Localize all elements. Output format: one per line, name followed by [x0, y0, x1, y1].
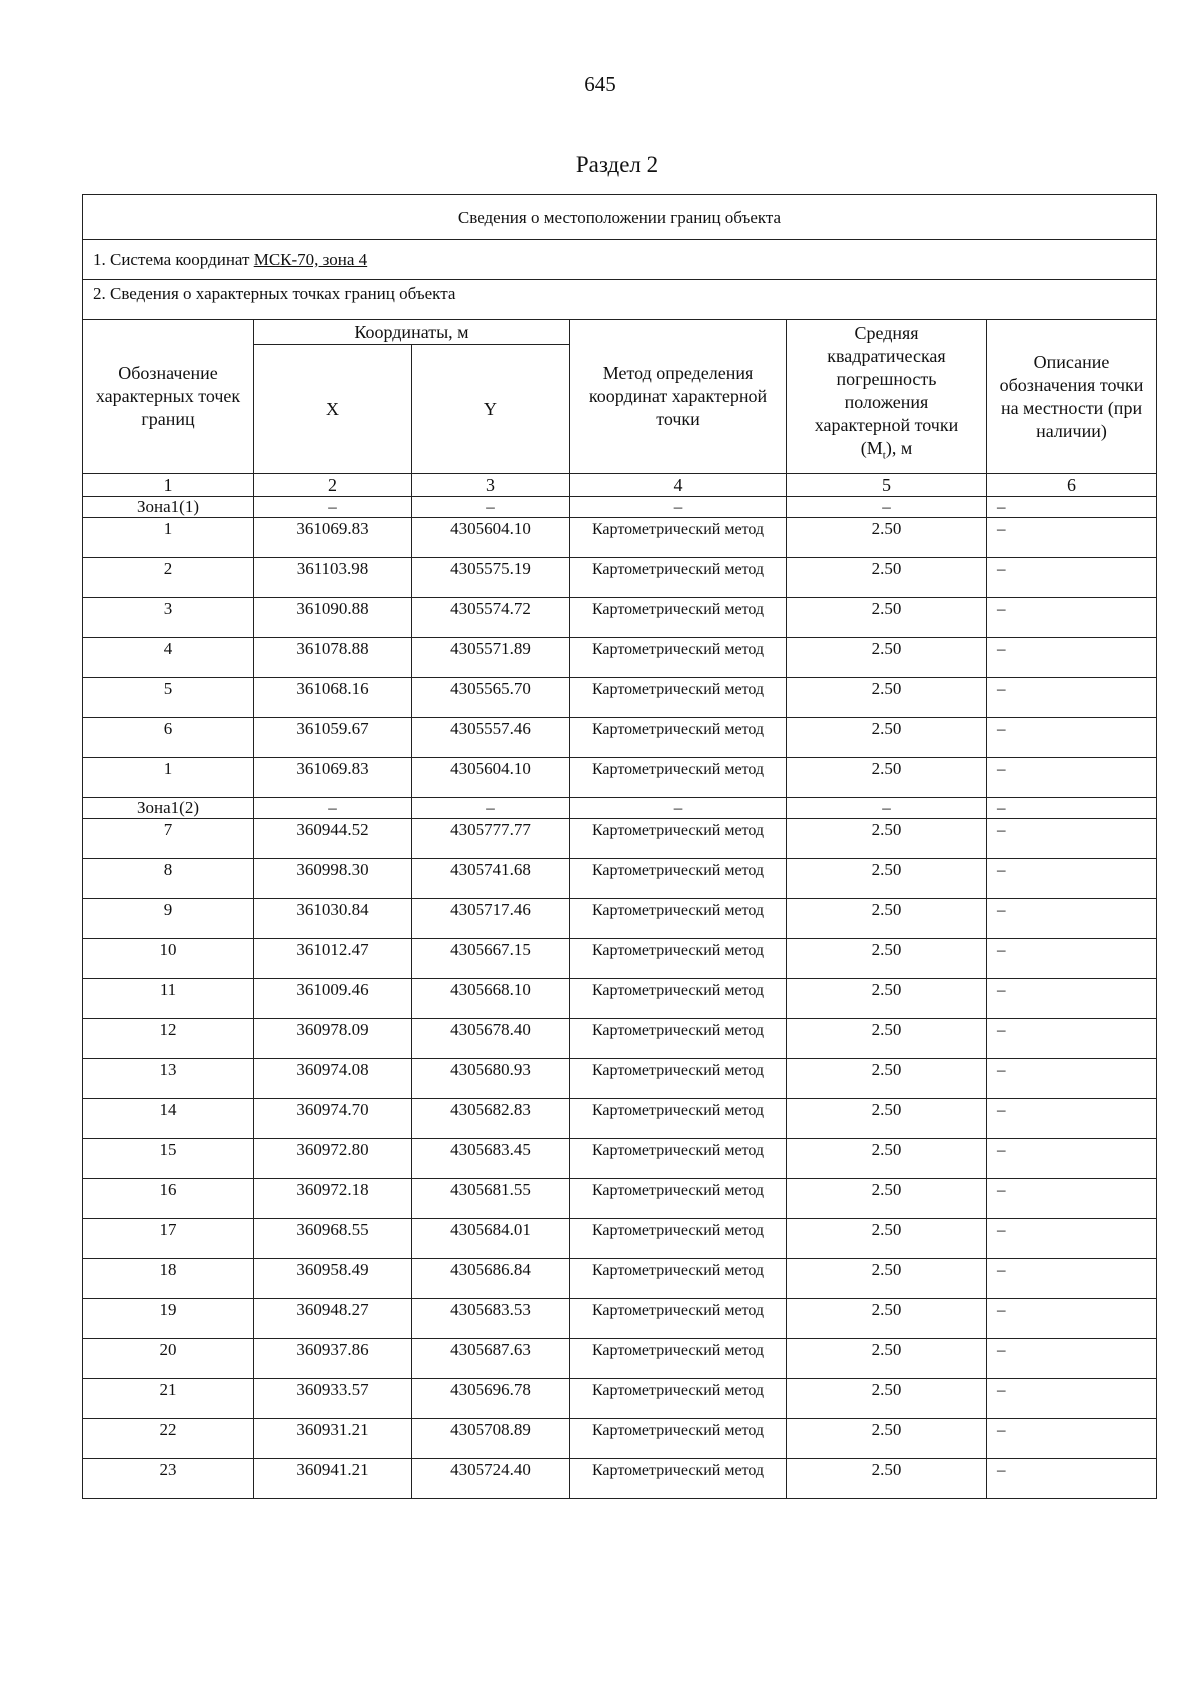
point-y: 4305575.19 — [412, 558, 570, 598]
point-description: – — [987, 758, 1157, 798]
point-method: Картометрический метод — [570, 819, 787, 859]
point-description: – — [987, 1219, 1157, 1259]
point-description: – — [987, 1459, 1157, 1499]
point-id: 15 — [83, 1139, 254, 1179]
column-number: 3 — [412, 474, 570, 497]
point-error: 2.50 — [787, 1219, 987, 1259]
coord-system-line — [83, 240, 1157, 280]
point-id: 16 — [83, 1179, 254, 1219]
zone-dash: – — [987, 798, 1157, 819]
point-id: 3 — [83, 598, 254, 638]
zone-dash: – — [412, 497, 570, 518]
point-error: 2.50 — [787, 1259, 987, 1299]
header-error-main: Средняя квадратическая погрешность положения характерной точки (M — [814, 323, 959, 458]
point-y: 4305724.40 — [412, 1459, 570, 1499]
point-error: 2.50 — [787, 1379, 987, 1419]
point-error: 2.50 — [787, 638, 987, 678]
table-row — [83, 518, 1157, 558]
point-x: 361030.84 — [254, 899, 412, 939]
table-row — [83, 859, 1157, 899]
point-id: 19 — [83, 1299, 254, 1339]
point-y: 4305777.77 — [412, 819, 570, 859]
point-description: – — [987, 1259, 1157, 1299]
point-x: 361009.46 — [254, 979, 412, 1019]
point-error: 2.50 — [787, 939, 987, 979]
table-row — [83, 1139, 1157, 1179]
zone-dash: – — [570, 497, 787, 518]
point-y: 4305708.89 — [412, 1419, 570, 1459]
point-description: – — [987, 1379, 1157, 1419]
zone-dash: – — [787, 497, 987, 518]
point-description: – — [987, 518, 1157, 558]
point-method: Картометрический метод — [570, 758, 787, 798]
point-method: Картометрический метод — [570, 979, 787, 1019]
point-y: 4305604.10 — [412, 518, 570, 558]
point-x: 360933.57 — [254, 1379, 412, 1419]
table-row — [83, 718, 1157, 758]
point-id: 10 — [83, 939, 254, 979]
point-method: Картометрический метод — [570, 558, 787, 598]
point-y: 4305682.83 — [412, 1099, 570, 1139]
point-y: 4305683.45 — [412, 1139, 570, 1179]
header-coordinates: Координаты, м — [254, 320, 570, 345]
point-y: 4305557.46 — [412, 718, 570, 758]
point-y: 4305565.70 — [412, 678, 570, 718]
point-description: – — [987, 979, 1157, 1019]
point-description: – — [987, 819, 1157, 859]
point-y: 4305667.15 — [412, 939, 570, 979]
point-error: 2.50 — [787, 899, 987, 939]
point-x: 360978.09 — [254, 1019, 412, 1059]
point-description: – — [987, 939, 1157, 979]
table-row — [83, 1379, 1157, 1419]
point-x: 360948.27 — [254, 1299, 412, 1339]
point-description: – — [987, 558, 1157, 598]
point-description: – — [987, 1299, 1157, 1339]
point-error: 2.50 — [787, 718, 987, 758]
point-x: 360944.52 — [254, 819, 412, 859]
zone-dash: – — [787, 798, 987, 819]
table-caption: Сведения о местоположении границ объекта — [83, 195, 1157, 240]
point-x: 361012.47 — [254, 939, 412, 979]
point-method: Картометрический метод — [570, 1459, 787, 1499]
point-description: – — [987, 678, 1157, 718]
point-error: 2.50 — [787, 1459, 987, 1499]
point-error: 2.50 — [787, 859, 987, 899]
table-row — [83, 939, 1157, 979]
point-id: 13 — [83, 1059, 254, 1099]
table-row — [83, 1339, 1157, 1379]
point-error: 2.50 — [787, 979, 987, 1019]
point-id: 1 — [83, 758, 254, 798]
point-method: Картометрический метод — [570, 1139, 787, 1179]
point-x: 361078.88 — [254, 638, 412, 678]
point-method: Картометрический метод — [570, 1379, 787, 1419]
point-description: – — [987, 1139, 1157, 1179]
point-error: 2.50 — [787, 518, 987, 558]
header-error-tail: ), м — [885, 438, 913, 458]
point-y: 4305678.40 — [412, 1019, 570, 1059]
table-body — [83, 195, 1157, 1499]
point-x: 360941.21 — [254, 1459, 412, 1499]
column-number: 5 — [787, 474, 987, 497]
point-y: 4305684.01 — [412, 1219, 570, 1259]
point-x: 360974.08 — [254, 1059, 412, 1099]
point-x: 361103.98 — [254, 558, 412, 598]
table-row — [83, 1299, 1157, 1339]
point-error: 2.50 — [787, 1299, 987, 1339]
zone-dash: – — [254, 798, 412, 819]
point-description: – — [987, 899, 1157, 939]
point-id: 2 — [83, 558, 254, 598]
point-x: 360998.30 — [254, 859, 412, 899]
point-method: Картометрический метод — [570, 718, 787, 758]
table-row — [83, 819, 1157, 859]
header-y: Y — [412, 345, 570, 474]
point-error: 2.50 — [787, 558, 987, 598]
zone-row — [83, 798, 1157, 819]
point-error: 2.50 — [787, 758, 987, 798]
point-description: – — [987, 1099, 1157, 1139]
point-x: 361069.83 — [254, 518, 412, 558]
point-x: 361059.67 — [254, 718, 412, 758]
table-row — [83, 678, 1157, 718]
point-method: Картометрический метод — [570, 678, 787, 718]
table-row — [83, 1099, 1157, 1139]
point-id: 22 — [83, 1419, 254, 1459]
point-error: 2.50 — [787, 1059, 987, 1099]
point-id: 7 — [83, 819, 254, 859]
point-x: 360937.86 — [254, 1339, 412, 1379]
point-error: 2.50 — [787, 1339, 987, 1379]
point-description: – — [987, 1419, 1157, 1459]
header-x: X — [254, 345, 412, 474]
point-id: 14 — [83, 1099, 254, 1139]
point-id: 12 — [83, 1019, 254, 1059]
point-y: 4305571.89 — [412, 638, 570, 678]
point-y: 4305680.93 — [412, 1059, 570, 1099]
point-method: Картометрический метод — [570, 638, 787, 678]
point-method: Картометрический метод — [570, 1219, 787, 1259]
section-title: Раздел 2 — [575, 152, 659, 177]
point-method: Картометрический метод — [570, 1339, 787, 1379]
point-y: 4305696.78 — [412, 1379, 570, 1419]
point-y: 4305687.63 — [412, 1339, 570, 1379]
point-method: Картометрический метод — [570, 899, 787, 939]
column-number: 4 — [570, 474, 787, 497]
point-method: Картометрический метод — [570, 1299, 787, 1339]
point-id: 18 — [83, 1259, 254, 1299]
point-error: 2.50 — [787, 678, 987, 718]
point-id: 23 — [83, 1459, 254, 1499]
table-row — [83, 1179, 1157, 1219]
point-method: Картометрический метод — [570, 939, 787, 979]
table-row — [83, 1219, 1157, 1259]
table-row — [83, 558, 1157, 598]
header-method: Метод определения координат характерной точки — [570, 320, 787, 474]
header-point-designation: Обозначение характерных точек границ — [83, 320, 254, 474]
zone-label: Зона1(2) — [83, 798, 254, 819]
zone-label: Зона1(1) — [83, 497, 254, 518]
boundary-points-table — [82, 194, 1157, 1499]
point-y: 4305717.46 — [412, 899, 570, 939]
point-id: 1 — [83, 518, 254, 558]
point-y: 4305668.10 — [412, 979, 570, 1019]
point-id: 4 — [83, 638, 254, 678]
point-method: Картометрический метод — [570, 1419, 787, 1459]
point-id: 9 — [83, 899, 254, 939]
point-y: 4305604.10 — [412, 758, 570, 798]
point-y: 4305681.55 — [412, 1179, 570, 1219]
point-id: 21 — [83, 1379, 254, 1419]
point-x: 361068.16 — [254, 678, 412, 718]
point-x: 360972.80 — [254, 1139, 412, 1179]
zone-row — [83, 497, 1157, 518]
coord-system-prefix: 1. Система координат — [93, 250, 254, 269]
table-row — [83, 598, 1157, 638]
point-id: 11 — [83, 979, 254, 1019]
point-method: Картометрический метод — [570, 598, 787, 638]
point-description: – — [987, 638, 1157, 678]
point-id: 20 — [83, 1339, 254, 1379]
point-description: – — [987, 1179, 1157, 1219]
point-id: 17 — [83, 1219, 254, 1259]
point-description: – — [987, 718, 1157, 758]
table-row — [83, 1459, 1157, 1499]
table-row — [83, 638, 1157, 678]
header-error — [787, 320, 987, 474]
point-error: 2.50 — [787, 1139, 987, 1179]
page-number: 645 — [584, 72, 616, 96]
point-method: Картометрический метод — [570, 1019, 787, 1059]
table-row — [83, 979, 1157, 1019]
column-number: 6 — [987, 474, 1157, 497]
point-y: 4305741.68 — [412, 859, 570, 899]
zone-dash: – — [987, 497, 1157, 518]
point-id: 5 — [83, 678, 254, 718]
point-id: 6 — [83, 718, 254, 758]
zone-dash: – — [412, 798, 570, 819]
point-method: Картометрический метод — [570, 1179, 787, 1219]
zone-dash: – — [254, 497, 412, 518]
point-id: 8 — [83, 859, 254, 899]
zone-dash: – — [570, 798, 787, 819]
point-x: 360931.21 — [254, 1419, 412, 1459]
point-y: 4305683.53 — [412, 1299, 570, 1339]
header-error-sub: t — [882, 449, 886, 462]
column-number: 1 — [83, 474, 254, 497]
point-error: 2.50 — [787, 1419, 987, 1459]
point-x: 361090.88 — [254, 598, 412, 638]
point-error: 2.50 — [787, 1099, 987, 1139]
point-error: 2.50 — [787, 598, 987, 638]
column-number: 2 — [254, 474, 412, 497]
table-row — [83, 758, 1157, 798]
header-description: Описание обозначения точки на местности (при наличии) — [987, 320, 1157, 474]
table-row — [83, 1019, 1157, 1059]
points-heading: 2. Сведения о характерных точках границ объекта — [83, 280, 1157, 320]
table-row — [83, 1059, 1157, 1099]
point-method: Картометрический метод — [570, 1059, 787, 1099]
point-x: 360972.18 — [254, 1179, 412, 1219]
point-method: Картометрический метод — [570, 859, 787, 899]
point-description: – — [987, 1019, 1157, 1059]
point-method: Картометрический метод — [570, 1099, 787, 1139]
point-error: 2.50 — [787, 819, 987, 859]
point-x: 361069.83 — [254, 758, 412, 798]
table-row — [83, 1419, 1157, 1459]
point-x: 360974.70 — [254, 1099, 412, 1139]
point-x: 360958.49 — [254, 1259, 412, 1299]
point-error: 2.50 — [787, 1179, 987, 1219]
table-row — [83, 899, 1157, 939]
point-description: – — [987, 1059, 1157, 1099]
point-method: Картометрический метод — [570, 1259, 787, 1299]
point-error: 2.50 — [787, 1019, 987, 1059]
point-x: 360968.55 — [254, 1219, 412, 1259]
coord-system-value: МСК-70, зона 4 — [253, 250, 368, 269]
point-description: – — [987, 598, 1157, 638]
point-y: 4305686.84 — [412, 1259, 570, 1299]
point-description: – — [987, 859, 1157, 899]
table-row — [83, 1259, 1157, 1299]
point-description: – — [987, 1339, 1157, 1379]
point-y: 4305574.72 — [412, 598, 570, 638]
point-method: Картометрический метод — [570, 518, 787, 558]
